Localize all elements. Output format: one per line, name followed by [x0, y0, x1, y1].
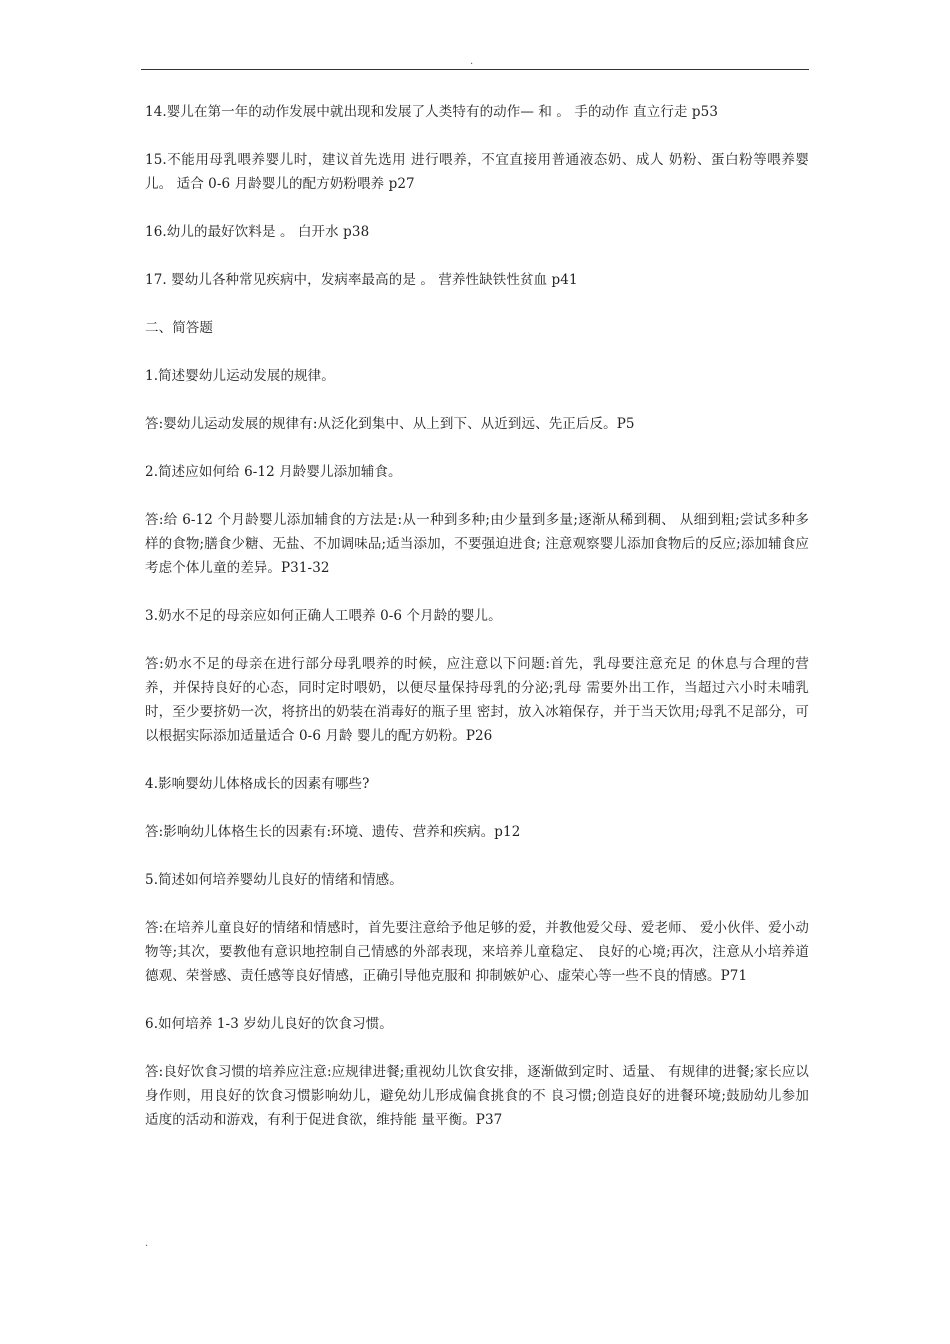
question-16: 16.幼儿的最好饮料是 。 白开水 p38 [145, 224, 370, 240]
answer-4: 答:影响幼儿体格生长的因素有:环境、遗传、营养和疾病。p12 [145, 824, 521, 840]
document-body [145, 100, 809, 1132]
short-question-6: 6.如何培养 1-3 岁幼儿良好的饮食习惯。 [145, 1016, 393, 1032]
footer-mark: . [145, 1238, 149, 1249]
answer-2: 答:给 6-12 个月龄婴儿添加辅食的方法是:从一种到多种;由少量到多量;逐渐从稀到稠、 从细到粗;尝试多种多样的食物;膳食少糖、无盐、不加调味品;适当添加，不要强迫进食; 注意观察婴儿添加食物后的反应;添加辅食应考虑个体儿童的差异。P31-32 [145, 512, 809, 576]
answer-6: 答:良好饮食习惯的培养应注意:应规律进餐;重视幼儿饮食安排，逐渐做到定时、适量、 有规律的进餐;家长应以身作则，用良好的饮食习惯影响幼儿，避免幼儿形成偏食挑食的不 良习惯;创造良好的进餐环境;鼓励幼儿参加适度的活动和游戏，有利于促进食欲，维持能 量平衡。P37 [145, 1064, 809, 1128]
question-15: 15.不能用母乳喂养婴儿时，建议首先选用 进行喂养，不宜直接用普通液态奶、成人 奶粉、蛋白粉等喂养婴儿。 适合 0-6 月龄婴儿的配方奶粉喂养 p27 [145, 152, 809, 192]
answer-1: 答:婴幼儿运动发展的规律有:从泛化到集中、从上到下、从近到远、先正后反。P5 [145, 416, 635, 432]
answer-5: 答:在培养儿童良好的情绪和情感时，首先要注意给予他足够的爱，并教他爱父母、爱老师、 爱小伙伴、爱小动物等;其次，要教他有意识地控制自己情感的外部表现，来培养儿童稳定、 良好的心境;再次，注意从小培养道德观、荣誉感、责任感等良好情感，正确引导他克服和 抑制嫉妒心、虚荣心等一些不良的情感。P71 [145, 920, 809, 984]
section-heading: 二、简答题 [145, 320, 213, 336]
short-question-1: 1.简述婴幼儿运动发展的规律。 [145, 368, 335, 384]
question-14: 14.婴儿在第一年的动作发展中就出现和发展了人类特有的动作— 和 。 手的动作 直立行走 p53 [145, 104, 719, 120]
header-rule [141, 69, 809, 70]
short-question-3: 3.奶水不足的母亲应如何正确人工喂养 0-6 个月龄的婴儿。 [145, 608, 502, 624]
short-question-2: 2.简述应如何给 6-12 月龄婴儿添加辅食。 [145, 464, 402, 480]
header-mark: . [470, 56, 474, 67]
answer-3: 答:奶水不足的母亲在进行部分母乳喂养的时候，应注意以下问题:首先，乳母要注意充足 的休息与合理的营养，并保持良好的心态，同时定时喂奶，以便尽量保持母乳的分泌;乳母 需要外出工作，当超过六小时未哺乳时，至少要挤奶一次，将挤出的奶装在消毒好的瓶子里 密封，放入冰箱保存，并于当天饮用;母乳不足部分，可以根据实际添加适量适合 0-6 月龄 婴儿的配方奶粉。P26 [145, 656, 809, 744]
short-question-5: 5.简述如何培养婴幼儿良好的情绪和情感。 [145, 872, 403, 888]
short-question-4: 4.影响婴幼儿体格成长的因素有哪些? [145, 776, 370, 792]
question-17: 17. 婴幼儿各种常见疾病中，发病率最高的是 。 营养性缺铁性贫血 p41 [145, 272, 578, 288]
